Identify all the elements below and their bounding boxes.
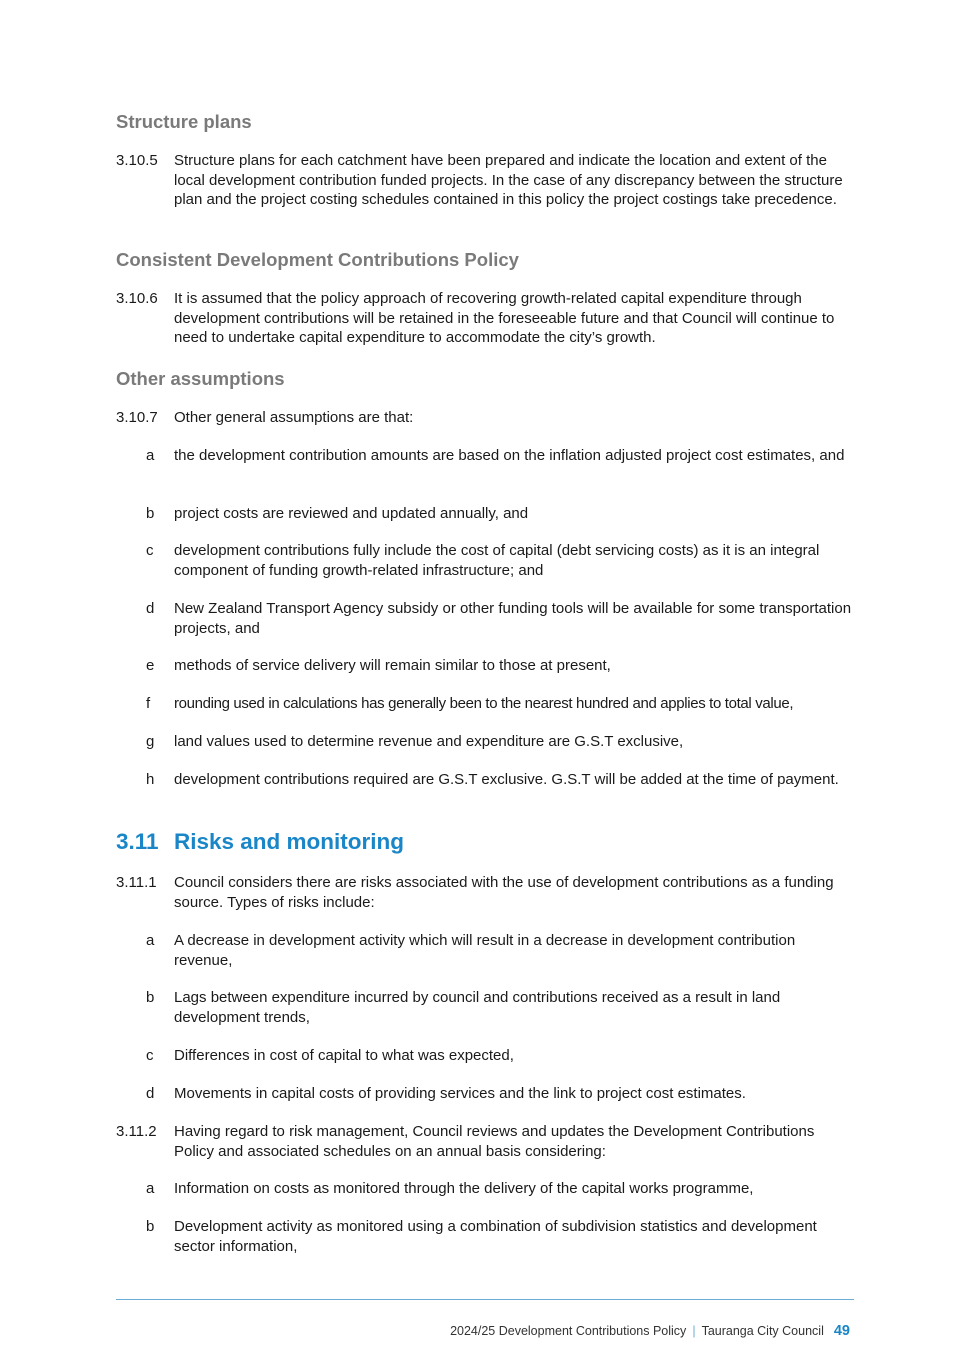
- paragraph-text: Council considers there are risks associated with the use of development contributions as a funding source. Types of risks include:: [174, 874, 834, 911]
- footer-separator: |: [692, 1324, 696, 1338]
- list-item: [116, 770, 856, 790]
- list-item-letter: g: [146, 733, 155, 750]
- list-item-letter: h: [146, 771, 155, 788]
- paragraph-number: 3.10.5: [116, 152, 158, 169]
- subheading-consistent-policy: Consistent Development Contributions Policy: [116, 249, 519, 270]
- list-item-text: Differences in cost of capital to what was expected,: [174, 1047, 514, 1064]
- list-item: [116, 988, 856, 1027]
- list-item-text: rounding used in calculations has generally been to the nearest hundred and applies to total value,: [174, 695, 794, 712]
- list-item-text: A decrease in development activity which will result in a decrease in development contribution revenue,: [174, 932, 796, 969]
- paragraph-number: 3.10.7: [116, 409, 158, 426]
- list-item: [116, 732, 856, 752]
- list-item-text: land values used to determine revenue and expenditure are G.S.T exclusive,: [174, 733, 684, 750]
- page-number: 49: [833, 1323, 850, 1339]
- list-item-letter: a: [146, 447, 155, 464]
- footer-divider: [116, 1299, 854, 1300]
- section-title: Risks and monitoring: [174, 829, 405, 854]
- list-item-text: Lags between expenditure incurred by council and contributions received as a result in land development trends,: [174, 989, 781, 1026]
- list-item-letter: b: [146, 505, 155, 522]
- paragraph-number: 3.11.1: [116, 874, 157, 891]
- footer-document-title: 2024/25 Development Contributions Policy: [450, 1324, 687, 1338]
- list-item-letter: e: [146, 657, 155, 674]
- paragraph-text: Having regard to risk management, Council reviews and updates the Development Contributions Policy and associated schedules on an annual basis considering:: [174, 1123, 815, 1160]
- list-item: [116, 1179, 856, 1199]
- paragraph-3-11-2: [116, 1122, 856, 1161]
- list-item-letter: d: [146, 1085, 155, 1102]
- section-heading-risks: [116, 829, 404, 855]
- paragraph-text: Other general assumptions are that:: [174, 409, 414, 426]
- section-number: 3.11: [116, 829, 159, 854]
- subheading-other-assumptions: Other assumptions: [116, 368, 285, 389]
- list-item-text: the development contribution amounts are based on the inflation adjusted project cost estimates, and: [174, 447, 845, 464]
- paragraph-number: 3.11.2: [116, 1123, 157, 1140]
- paragraph-text: It is assumed that the policy approach of recovering growth-related capital expenditure through development contributions will be retained in the foreseeable future and that Council will continue to need to undertake capital expenditure to accommodate the city’s growth.: [174, 290, 835, 347]
- footer-organisation: Tauranga City Council: [701, 1324, 824, 1338]
- list-item-text: New Zealand Transport Agency subsidy or other funding tools will be available for some transportation projects, and: [174, 600, 852, 637]
- list-item-text: project costs are reviewed and updated annually, and: [174, 505, 529, 522]
- paragraph-3-10-7: [116, 408, 856, 428]
- list-item: [116, 599, 856, 638]
- list-item: [116, 1084, 856, 1104]
- list-item-text: Movements in capital costs of providing services and the link to project cost estimates.: [174, 1085, 746, 1102]
- list-item: [116, 541, 856, 580]
- list-item: [116, 1217, 856, 1256]
- subheading-structure-plans: Structure plans: [116, 111, 252, 132]
- list-item: [116, 446, 856, 466]
- paragraph-text: Structure plans for each catchment have been prepared and indicate the location and extent of the local development contribution funded projects. In the case of any discrepancy between the structure plan and the project costing schedules contained in this policy the project costings take precedence.: [174, 152, 843, 209]
- list-item-letter: b: [146, 1218, 155, 1235]
- paragraph-number: 3.10.6: [116, 290, 158, 307]
- list-item-letter: b: [146, 989, 155, 1006]
- list-item-text: development contributions required are G.S.T exclusive. G.S.T will be added at the time of payment.: [174, 771, 839, 788]
- list-item-text: methods of service delivery will remain similar to those at present,: [174, 657, 611, 674]
- list-item: [116, 931, 856, 970]
- list-item-letter: c: [146, 1047, 154, 1064]
- paragraph-3-10-6: [116, 289, 856, 348]
- paragraph-3-11-1: [116, 873, 856, 912]
- list-item-letter: d: [146, 600, 155, 617]
- list-item-text: development contributions fully include the cost of capital (debt servicing costs) as it is an integral component of funding growth-related infrastructure; and: [174, 542, 820, 579]
- list-item-text: Information on costs as monitored through the delivery of the capital works programme,: [174, 1180, 754, 1197]
- list-item-letter: a: [146, 1180, 155, 1197]
- list-item-text: Development activity as monitored using a combination of subdivision statistics and development sector information,: [174, 1218, 817, 1255]
- page-footer: [450, 1323, 850, 1339]
- list-item: [116, 656, 856, 676]
- list-item-letter: f: [146, 695, 151, 712]
- list-item-letter: a: [146, 932, 155, 949]
- list-item-letter: c: [146, 542, 154, 559]
- list-item: [116, 694, 856, 714]
- list-item: [116, 504, 856, 524]
- paragraph-3-10-5: [116, 151, 856, 210]
- list-item: [116, 1046, 856, 1066]
